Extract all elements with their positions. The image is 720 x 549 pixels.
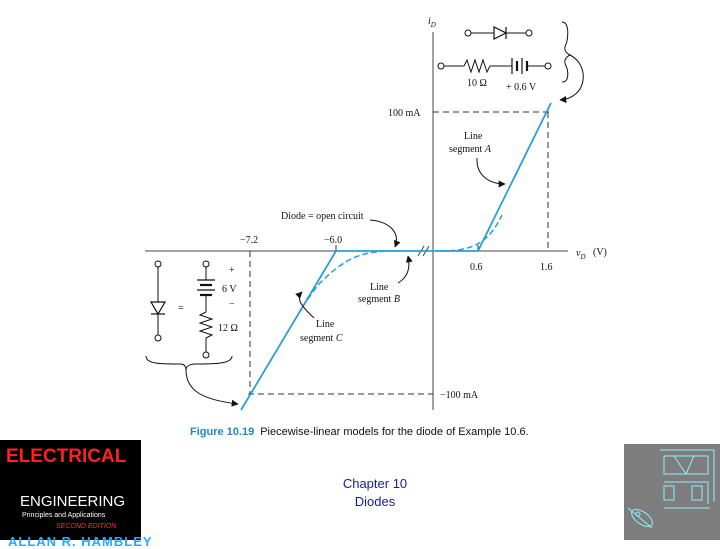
top-diode-circuit: [465, 27, 532, 39]
left-brace: [146, 356, 232, 370]
left-resistor-label: 12 Ω: [218, 323, 238, 334]
left-battery-label: 6 V: [222, 284, 237, 295]
tick-label-0-6: 0.6: [470, 262, 483, 273]
label-100ma: 100 mA: [388, 108, 421, 119]
brand-tagline: Principles and Applications: [22, 512, 106, 519]
annotation-seg-c-l2: segment C: [300, 333, 343, 344]
brand-subtitle: ENGINEERING: [20, 493, 126, 510]
brand-author: ALLAN R. HAMBLEY: [8, 534, 153, 549]
brand-edition: SECOND EDITION: [56, 523, 117, 530]
blueprint-logo-icon: [624, 444, 720, 540]
figure-caption: [190, 426, 529, 438]
arrow-left-brace: [186, 370, 238, 404]
corner-logo: [624, 444, 720, 540]
left-diode-circuit: [151, 261, 165, 341]
top-model-circuit: [438, 58, 551, 74]
tick-label-1-6: 1.6: [540, 262, 553, 273]
tick-label-neg-6-0: −6.0: [324, 235, 343, 246]
segment-c-line: [241, 251, 336, 410]
left-equals: =: [178, 303, 184, 314]
annotation-seg-a-l1: Line: [464, 131, 483, 142]
y-axis-label: $i_D$: [428, 16, 436, 29]
book-brand-panel: [0, 440, 153, 549]
arrow-seg-b: [398, 256, 409, 283]
x-axis-unit: (V): [593, 247, 607, 258]
annotation-seg-a-l2: segment A: [449, 144, 491, 155]
arrow-seg-c: [299, 292, 314, 318]
top-resistor-label: 10 Ω: [467, 78, 487, 89]
figure-number: Figure 10.19: [190, 426, 255, 438]
arrow-open-circuit: [370, 220, 396, 247]
label-neg-100ma: −100 mA: [440, 390, 479, 401]
annotation-seg-c-l1: Line: [316, 319, 335, 330]
left-plus: +: [229, 265, 235, 276]
left-model-circuit: [197, 261, 215, 358]
arrow-seg-a: [477, 158, 505, 184]
top-brace: [562, 22, 570, 82]
top-battery-label: + 0.6 V: [506, 82, 537, 93]
brand-title: ELECTRICAL: [6, 446, 127, 467]
tick-label-neg-7-2: −7.2: [240, 235, 259, 246]
segment-a-line: [478, 103, 551, 251]
annotation-seg-b-l2: segment B: [358, 294, 400, 305]
left-minus: −: [229, 299, 235, 310]
chapter-label: [330, 475, 420, 511]
chapter-topic: Diodes: [354, 494, 396, 509]
annotation-open-circuit: Diode = open circuit: [281, 211, 364, 222]
x-axis-label: $v_D$: [576, 248, 586, 261]
chapter-number: Chapter 10: [342, 476, 408, 491]
arrow-top-brace: [560, 55, 583, 100]
annotation-seg-b-l1: Line: [370, 282, 389, 293]
figure-caption-text: Piecewise-linear models for the diode of Example 10.6.: [260, 426, 529, 438]
